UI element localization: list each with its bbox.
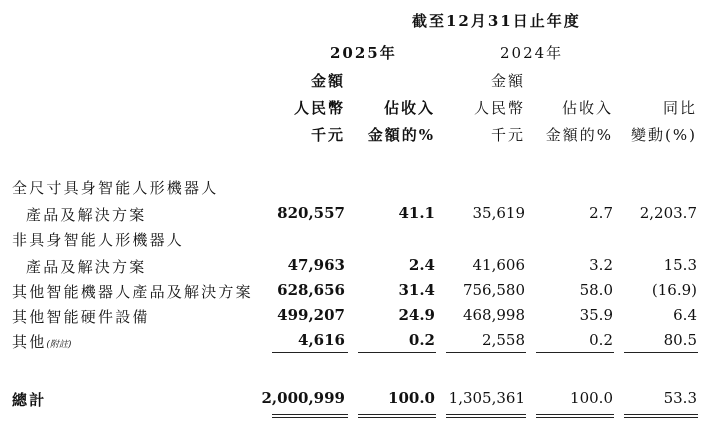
total-double-rule xyxy=(272,414,348,415)
col2024-amount-label: 金額 xyxy=(490,72,525,90)
subtotal-rule xyxy=(272,352,348,353)
col2025-thousand-label: 千元 xyxy=(310,126,345,144)
row-label-other-robot: 其他智能機器人產品及解決方案 xyxy=(12,283,253,301)
total-double-rule xyxy=(446,414,526,415)
total-double-rule xyxy=(536,414,614,415)
cell-2025-amount: 499,207 xyxy=(277,306,345,324)
period-header: 截至12月31日止年度 xyxy=(412,12,581,30)
total-double-rule xyxy=(446,417,526,418)
row-label-non-embodied-robot-cont: 產品及解決方案 xyxy=(26,258,147,276)
cell-2024-pct: 2.7 xyxy=(589,204,613,222)
subtotal-rule xyxy=(358,352,436,353)
total-double-rule xyxy=(624,417,698,418)
cell-2024-amount: 468,998 xyxy=(462,306,525,324)
total-double-rule xyxy=(272,417,348,418)
cell-2024-pct: 3.2 xyxy=(589,256,613,274)
cell-2025-amount: 47,963 xyxy=(287,256,345,274)
row-label-other-hardware: 其他智能硬件設備 xyxy=(12,308,150,326)
total-double-rule xyxy=(624,414,698,415)
cell-change: 15.3 xyxy=(663,256,697,274)
total-2024-pct: 100.0 xyxy=(570,389,613,407)
total-change: 53.3 xyxy=(663,389,697,407)
col2024-pct-label: 金額的% xyxy=(545,126,613,144)
cell-2024-amount: 35,619 xyxy=(472,204,525,222)
col2025-pct-label: 金額的% xyxy=(367,126,435,144)
cell-change: 2,203.7 xyxy=(639,204,697,222)
cell-2025-amount: 628,656 xyxy=(277,281,345,299)
total-2024-amount: 1,305,361 xyxy=(448,389,525,407)
cell-change: (16.9) xyxy=(651,281,697,299)
cell-2025-amount: 820,557 xyxy=(277,204,345,222)
year-2024-header: 2024年 xyxy=(500,44,564,62)
col2024-rmb-label: 人民幣 xyxy=(473,99,525,117)
total-label: 總計 xyxy=(12,391,47,409)
cell-change: 80.5 xyxy=(663,331,697,349)
col2024-thousand-label: 千元 xyxy=(490,126,525,144)
row-label-non-embodied-robot: 非具身智能人形機器人 xyxy=(12,231,185,249)
cell-2025-pct: 41.1 xyxy=(398,204,435,222)
cell-2024-amount: 2,558 xyxy=(482,331,525,349)
cell-2024-amount: 756,580 xyxy=(462,281,525,299)
col2025-est-rev-label: 佔收入 xyxy=(383,99,435,117)
total-2025-amount: 2,000,999 xyxy=(261,389,345,407)
change-label: 變動(%) xyxy=(631,126,697,144)
cell-2025-amount: 4,616 xyxy=(298,331,345,349)
cell-2024-pct: 0.2 xyxy=(589,331,613,349)
row-label-others xyxy=(12,331,71,352)
total-2025-pct: 100.0 xyxy=(388,389,435,407)
others-label: 其他 xyxy=(12,333,47,351)
cell-change: 6.4 xyxy=(673,306,697,324)
col2025-rmb-label: 人民幣 xyxy=(293,99,345,117)
total-double-rule xyxy=(358,417,436,418)
note-marker: (附註) xyxy=(46,340,72,350)
row-label-fullsize-robot: 全尺寸具身智能人形機器人 xyxy=(12,179,219,197)
cell-2025-pct: 0.2 xyxy=(408,331,435,349)
total-double-rule xyxy=(536,417,614,418)
col2025-amount-label: 金額 xyxy=(310,72,345,90)
cell-2025-pct: 2.4 xyxy=(408,256,435,274)
year-2025-header: 2025年 xyxy=(330,44,397,62)
col2024-est-rev-label: 佔收入 xyxy=(561,99,613,117)
cell-2025-pct: 24.9 xyxy=(398,306,435,324)
cell-2024-pct: 58.0 xyxy=(579,281,613,299)
row-label-fullsize-robot-cont: 產品及解決方案 xyxy=(26,206,147,224)
subtotal-rule xyxy=(624,352,698,353)
subtotal-rule xyxy=(536,352,614,353)
cell-2024-pct: 35.9 xyxy=(579,306,613,324)
total-double-rule xyxy=(358,414,436,415)
cell-2024-amount: 41,606 xyxy=(472,256,525,274)
subtotal-rule xyxy=(446,352,526,353)
yoy-label: 同比 xyxy=(662,99,697,117)
cell-2025-pct: 31.4 xyxy=(398,281,435,299)
